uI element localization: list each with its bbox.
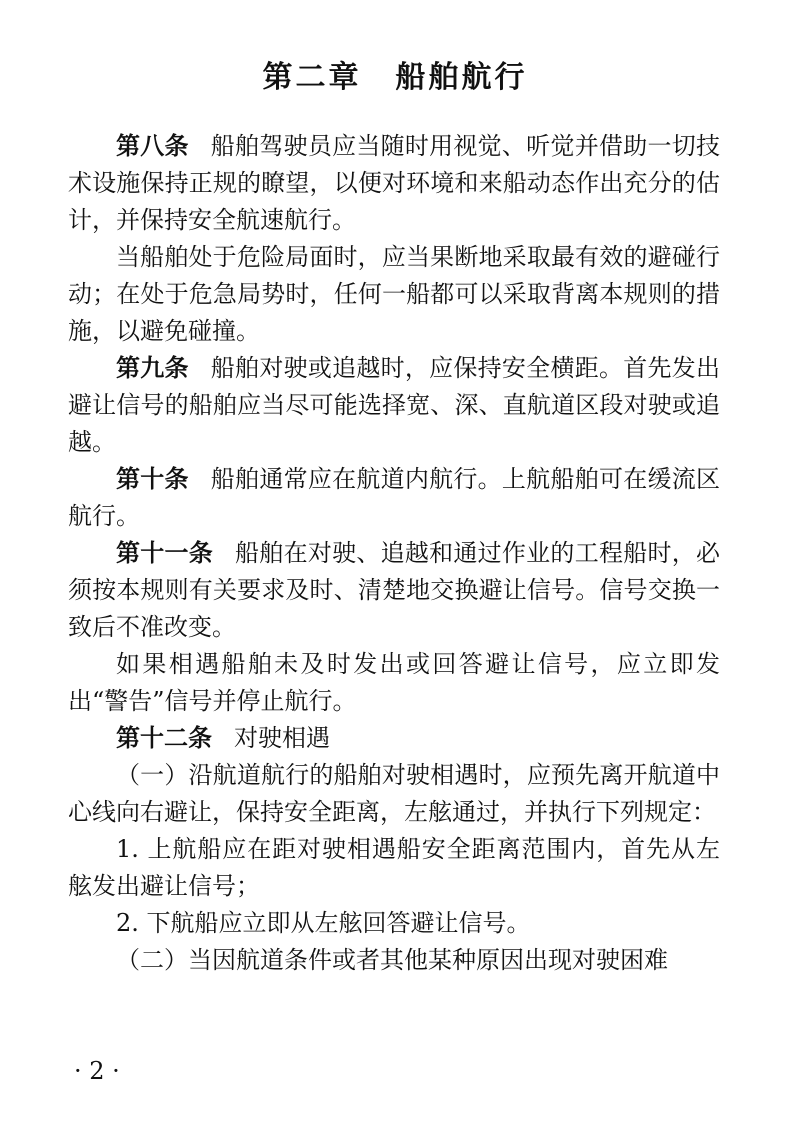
article-label: 第八条 xyxy=(116,132,189,160)
paragraph xyxy=(68,905,720,942)
article-label: 第十一条 xyxy=(116,539,214,567)
paragraph xyxy=(68,720,720,757)
chapter-number: 第二章 xyxy=(262,60,362,95)
paragraph-text: 船舶在对驶、追越和通过作业的工程船时，必须按本规则有关要求及时、清楚地交换避让信号。信号交换一致后不准改变。 xyxy=(68,539,721,641)
paragraph xyxy=(68,535,720,646)
paragraph xyxy=(68,461,720,535)
page-number: · 2 · xyxy=(74,1057,120,1085)
body-text xyxy=(68,128,720,979)
paragraph-text: 船舶通常应在航道内航行。上航船舶可在缓流区航行。 xyxy=(68,465,721,530)
paragraph-text: 1. 上航船应在距对驶相遇船安全距离范围内，首先从左舷发出避让信号； xyxy=(68,835,720,900)
article-label: 第九条 xyxy=(116,354,189,382)
paragraph xyxy=(68,942,720,979)
paragraph xyxy=(68,128,720,239)
article-label: 第十二条 xyxy=(116,724,212,752)
paragraph-text: （一）沿航道航行的船舶对驶相遇时，应预先离开航道中心线向右避让，保持安全距离，左舷通过，并执行下列规定： xyxy=(68,761,720,826)
paragraph-text: 2. 下航船应立即从左舷回答避让信号。 xyxy=(116,909,531,937)
paragraph-text: 如果相遇船舶未及时发出或回答避让信号，应立即发出“警告”信号并停止航行。 xyxy=(68,650,720,715)
paragraph xyxy=(68,239,720,350)
paragraph-text: （二）当因航道条件或者其他某种原因出现对驶困难 xyxy=(116,946,668,974)
paragraph xyxy=(68,350,720,461)
paragraph-text: 当船舶处于危险局面时，应当果断地采取最有效的避碰行动；在处于危急局势时，任何一船都可以采取背离本规则的措施，以避免碰撞。 xyxy=(68,243,720,345)
paragraph-text: 船舶驾驶员应当随时用视觉、听觉并借助一切技术设施保持正规的瞭望，以便对环境和来船动态作出充分的估计，并保持安全航速航行。 xyxy=(68,132,721,234)
chapter-title xyxy=(0,56,790,100)
paragraph xyxy=(68,757,720,831)
article-label: 第十条 xyxy=(116,465,189,493)
paragraph-text: 船舶对驶或追越时，应保持安全横距。首先发出避让信号的船舶应当尽可能选择宽、深、直航道区段对驶或追越。 xyxy=(68,354,721,456)
paragraph xyxy=(68,831,720,905)
paragraph-text: 对驶相遇 xyxy=(234,724,330,752)
chapter-name: 船舶航行 xyxy=(395,60,528,95)
paragraph xyxy=(68,646,720,720)
